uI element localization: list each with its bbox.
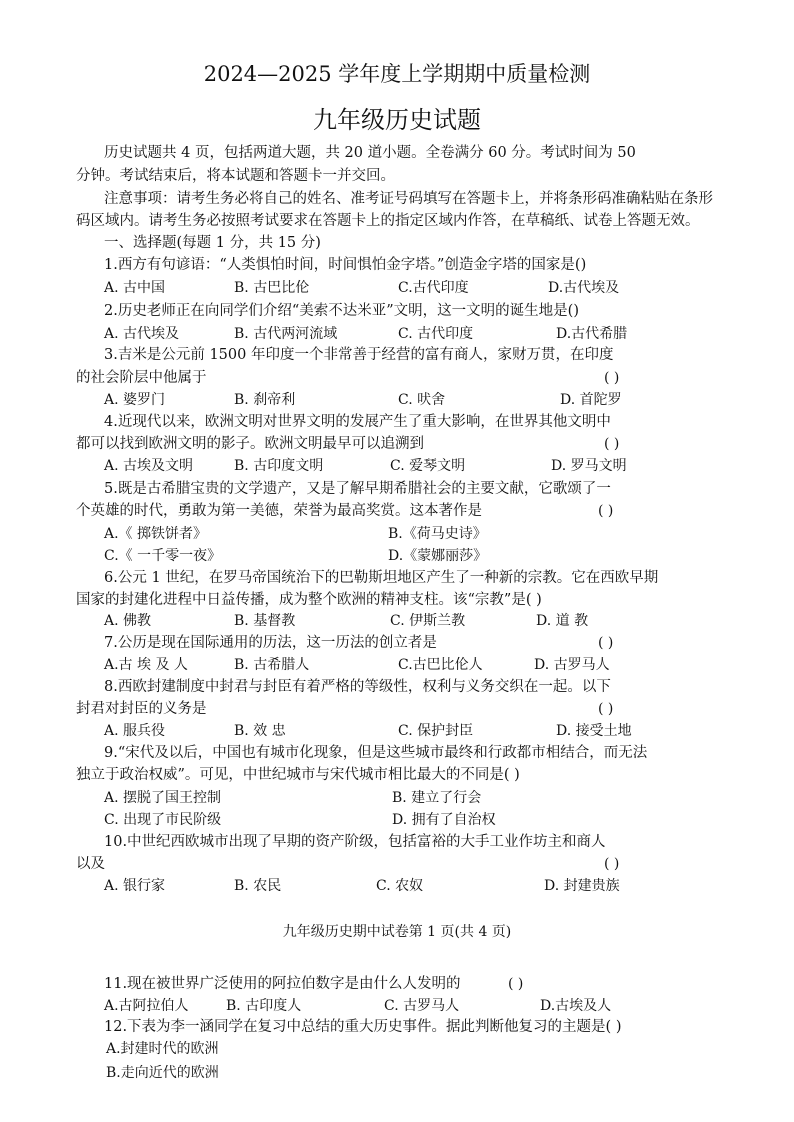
section-heading: 一、选择题(每题 1 分，共 15 分) — [104, 235, 321, 251]
option-b: B. 效 忠 — [234, 723, 286, 739]
option-c: C. 吠舍 — [398, 392, 446, 408]
option-a: A.古 埃 及 人 — [104, 657, 188, 673]
notice-line: 注意事项：请考生务必将自己的姓名、准考证号码填写在答题卡上，并将条形码准确粘贴在条形 — [104, 191, 713, 207]
option-d: D. 拥有了自治权 — [392, 812, 496, 828]
question-stem: 11.现在被世界广泛使用的阿拉伯数字是由什么人发明的 — [104, 976, 461, 992]
question-stem: 9.“宋代及以后，中国也有城市化现象，但是这些城市最终和行政都市相结合，而无法 — [104, 745, 648, 761]
option-a: A.古阿拉伯人 — [104, 998, 189, 1014]
option-c: C. 爱琴文明 — [390, 458, 466, 474]
option-d: D.古埃及人 — [540, 998, 612, 1014]
option-b: B.《荷马史诗》 — [388, 526, 487, 542]
option-d: D. 罗马文明 — [551, 458, 627, 474]
answer-paren: ( ) — [598, 503, 614, 519]
option-b: B. 刹帝利 — [234, 392, 296, 408]
option-a: A.《 掷铁饼者》 — [104, 526, 208, 542]
option-a: A.封建时代的欧洲 — [106, 1041, 219, 1057]
notice-line: 码区域内。请考生务必按照考试要求在答题卡上的指定区域内作答，在草稿纸、试卷上答题无效。 — [76, 213, 700, 229]
intro-line: 分钟。考试结束后，将本试题和答题卡一并交回。 — [76, 168, 395, 184]
question-stem: 个英雄的时代，勇敢为第一美德，荣誉为最高奖赏。这本著作是 — [76, 503, 482, 519]
question-stem: 4.近现代以来，欧洲文明对世界文明的发展产生了重大影响，在世界其他文明中 — [104, 414, 611, 430]
option-a: A. 银行家 — [104, 878, 166, 894]
answer-paren: ( ) — [598, 701, 614, 717]
option-a: A. 古中国 — [104, 280, 166, 296]
option-d: D. 道 教 — [536, 613, 589, 629]
question-stem: 都可以找到欧洲文明的影子。欧洲文明最早可以追溯到 — [76, 436, 424, 452]
question-stem: 10.中世纪西欧城市出现了早期的资产阶级，包括富裕的大手工业作坊主和商人 — [104, 834, 606, 850]
answer-paren: ( ) — [598, 635, 614, 651]
question-stem: 6.公元 1 世纪，在罗马帝国统治下的巴勒斯坦地区产生了一种新的宗教。它在西欧早期 — [104, 570, 659, 586]
option-c: C. 伊斯兰教 — [390, 613, 466, 629]
option-a: A. 古代埃及 — [104, 326, 180, 342]
option-c: C. 出现了市民阶级 — [104, 812, 222, 828]
question-stem: 7.公历是现在国际通用的历法，这一历法的创立者是 — [104, 635, 437, 651]
question-stem: 1.西方有句谚语：“人类惧怕时间，时间惧怕金字塔。”创造金字塔的国家是() — [104, 257, 587, 273]
option-b: B. 基督教 — [234, 613, 296, 629]
question-stem: 的社会阶层中他属于 — [76, 370, 207, 386]
page-footer: 九年级历史期中试卷第 1 页(共 4 页) — [282, 924, 512, 940]
option-b: B. 古印度文明 — [234, 458, 324, 474]
option-b: B. 古印度人 — [226, 998, 302, 1014]
option-d: D. 首陀罗 — [560, 392, 622, 408]
option-b: B. 古希腊人 — [234, 657, 310, 673]
option-c: C. 保护封臣 — [398, 723, 474, 739]
option-d: D. 古罗马人 — [534, 657, 610, 673]
question-stem: 以及 — [76, 856, 105, 872]
answer-paren: ( ) — [604, 856, 620, 872]
option-a: A. 摆脱了国王控制 — [104, 790, 222, 806]
option-a: A. 古埃及文明 — [104, 458, 194, 474]
question-stem: 国家的封建化进程中日益传播，成为整个欧洲的精神支柱。该“宗教”是( ) — [76, 592, 542, 608]
exam-title: 2024—2025 学年度上学期期中质量检测 — [203, 62, 591, 86]
answer-paren: ( ) — [604, 370, 620, 386]
option-a: A. 佛教 — [104, 613, 152, 629]
option-a: A. 婆罗门 — [104, 392, 166, 408]
option-b: B. 古代两河流域 — [234, 326, 338, 342]
option-b: B. 农民 — [234, 878, 282, 894]
option-d: D.古代希腊 — [556, 326, 628, 342]
intro-line: 历史试题共 4 页，包括两道大题，共 20 道小题。全卷满分 60 分。考试时间为 50 — [104, 145, 636, 161]
option-d: D.《蒙娜丽莎》 — [388, 548, 488, 564]
question-stem: 2.历史老师正在向同学们介绍“美索不达米亚”文明，这一文明的诞生地是() — [104, 303, 579, 319]
option-a: A. 服兵役 — [104, 723, 166, 739]
option-c: C.古巴比伦人 — [398, 657, 483, 673]
option-d: D. 封建贵族 — [544, 878, 620, 894]
option-c: C. 农奴 — [376, 878, 424, 894]
option-c: C.古代印度 — [398, 280, 469, 296]
question-stem: 独立于政治权威”。可见，中世纪城市与宋代城市相比最大的不同是( ) — [76, 767, 520, 783]
option-b: B. 建立了行会 — [392, 790, 482, 806]
question-stem: 封君对封臣的义务是 — [76, 701, 207, 717]
option-b: B.走向近代的欧洲 — [106, 1065, 219, 1081]
question-stem: 5.既是古希腊宝贵的文学遗产，又是了解早期希腊社会的主要文献，它歌颂了一 — [104, 481, 611, 497]
answer-paren: ( ) — [604, 436, 620, 452]
exam-subtitle: 九年级历史试题 — [313, 106, 481, 134]
question-stem: 8.西欧封建制度中封君与封臣有着严格的等级性，权利与义务交织在一起。以下 — [104, 679, 611, 695]
question-stem: 3.吉米是公元前 1500 年印度一个非常善于经营的富有商人，家财万贯，在印度 — [104, 347, 614, 363]
option-b: B. 古巴比伦 — [234, 280, 310, 296]
option-c: C. 古代印度 — [398, 326, 474, 342]
option-c: C. 古罗马人 — [384, 998, 460, 1014]
answer-paren: ( ) — [508, 976, 524, 992]
option-c: C.《 一千零一夜》 — [104, 548, 222, 564]
option-d: D.古代埃及 — [548, 280, 620, 296]
option-d: D. 接受土地 — [556, 723, 632, 739]
question-stem: 12.下表为李一涵同学在复习中总结的重大历史事件。据此判断他复习的主题是( ) — [104, 1019, 622, 1035]
